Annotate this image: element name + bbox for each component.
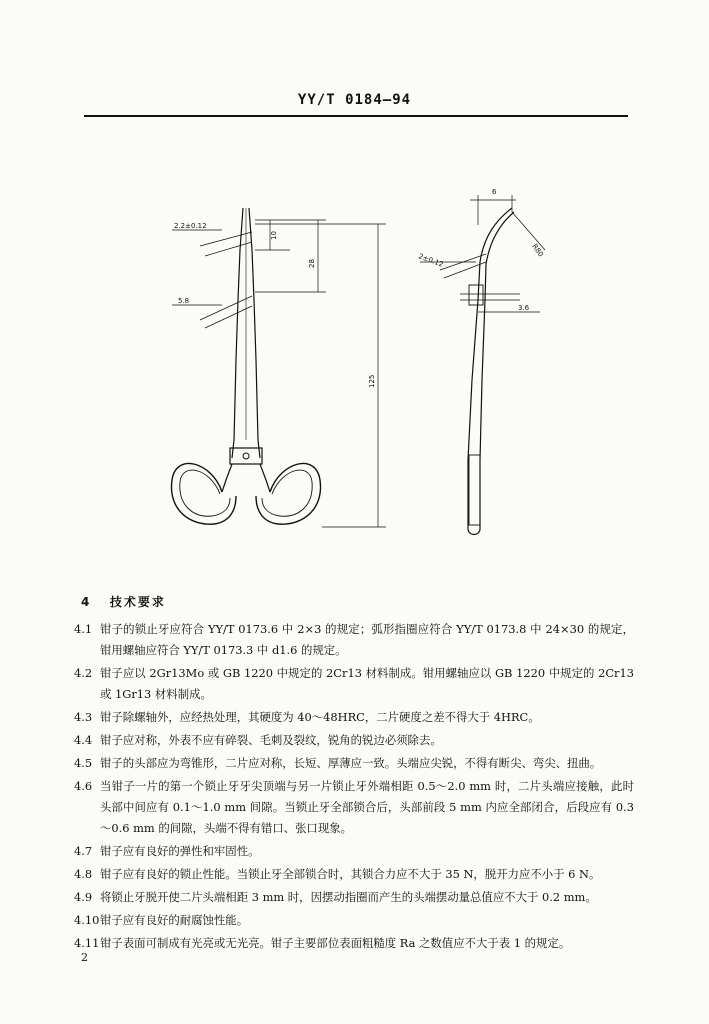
clause-4-3: [74, 707, 634, 728]
clause-4-6: [74, 776, 634, 839]
clause-number: 4.4: [74, 733, 93, 747]
clause-text: 钳子应以 2Gr13Mo 或 GB 1220 中规定的 2Cr13 材料制成。钳用螺轴应以 GB 1220 中规定的 2Cr13 或 1Gr13 材料制成。: [100, 666, 634, 701]
standard-number-header: YY/T 0184—94: [297, 92, 412, 108]
clause-text: 钳子应有良好的弹性和牢固性。: [100, 844, 260, 858]
dim-125: 125: [368, 374, 376, 388]
clause-4-1: [74, 619, 634, 661]
clause-list: [74, 619, 634, 956]
clause-4-7: [74, 841, 634, 862]
clause-text: 当钳子一片的第一个锁止牙牙尖顶端与另一片锁止牙外端相距 0.5～2.0 mm 时，二片头端应接触，此时头部中间应有 0.1～1.0 mm 间隙。当锁止牙全部锁合后，头部前段 5 mm 内应全部闭合，后段应有 0.3～0.6 mm 的间隙，头端不得有错口、张口现象。: [100, 779, 634, 835]
clause-text: 将锁止牙脱开使二片头端相距 3 mm 时，因摆动指圈而产生的头端摆动量总值应不大于 0.2 mm。: [100, 890, 597, 904]
dim-10: 10: [270, 231, 278, 240]
clause-4-10: [74, 910, 634, 931]
clause-number: 4.1: [74, 622, 93, 636]
section-heading: [81, 593, 166, 610]
forceps-front-view: [171, 208, 320, 524]
section-title-text: 技术要求: [109, 595, 166, 609]
clause-4-2: [74, 663, 634, 705]
clause-4-9: [74, 887, 634, 908]
clause-number: 4.3: [74, 710, 93, 724]
clause-number: 4.2: [74, 666, 93, 680]
section-number: 4: [81, 595, 92, 609]
clause-number: 4.11: [74, 936, 100, 950]
clause-number: 4.10: [74, 913, 100, 927]
clause-number: 4.8: [74, 867, 93, 881]
dim-5-8: 5.8: [178, 297, 190, 305]
clause-4-11: [74, 933, 634, 954]
dim-tolerance-front: 2.2±0.12: [174, 222, 207, 230]
clause-text: 钳子表面可制成有光亮或无光亮。钳子主要部位表面粗糙度 Ra 之数值应不大于表 1 的规定。: [100, 936, 571, 950]
clause-text: 钳子除螺轴外，应经热处理，其硬度为 40～48HRC，二片硬度之差不得大于 4HRC。: [100, 710, 540, 724]
clause-text: 钳子的头部应为弯锥形，二片应对称，长短、厚薄应一致。头端应尖锐，不得有断尖、弯尖、扭曲。: [100, 756, 602, 770]
dim-tolerance-side: 2±0.12: [417, 252, 445, 269]
page-number: 2: [81, 951, 88, 964]
clause-text: 钳子的锁止牙应符合 YY/T 0173.6 中 2×3 的规定；弧形指圈应符合 YY/T 0173.8 中 24×30 的规定，钳用螺轴应符合 YY/T 0173.3 中 d1.6 的规定。: [100, 622, 634, 657]
clause-number: 4.5: [74, 756, 93, 770]
dim-6: 6: [492, 188, 497, 196]
clause-4-5: [74, 753, 634, 774]
forceps-side-view: [468, 208, 514, 535]
clause-text: 钳子应有良好的耐腐蚀性能。: [100, 913, 249, 927]
side-view-dimensions: [420, 195, 545, 312]
clause-text: 钳子应对称，外表不应有碎裂、毛刺及裂纹，锐角的锐边必须除去。: [100, 733, 442, 747]
clause-4-4: [74, 730, 634, 751]
clause-text: 钳子应有良好的锁止性能。当锁止牙全部锁合时，其锁合力应不大于 35 N，脱开力应不小于 6 N。: [100, 867, 601, 881]
front-view-dimensions: [172, 220, 386, 527]
dim-r80: R80: [530, 242, 545, 259]
dim-3-6: 3.6: [518, 304, 530, 312]
dim-28: 28: [308, 259, 316, 268]
clause-4-8: [74, 864, 634, 885]
clause-number: 4.9: [74, 890, 93, 904]
clause-number: 4.6: [74, 779, 93, 793]
clause-number: 4.7: [74, 844, 93, 858]
